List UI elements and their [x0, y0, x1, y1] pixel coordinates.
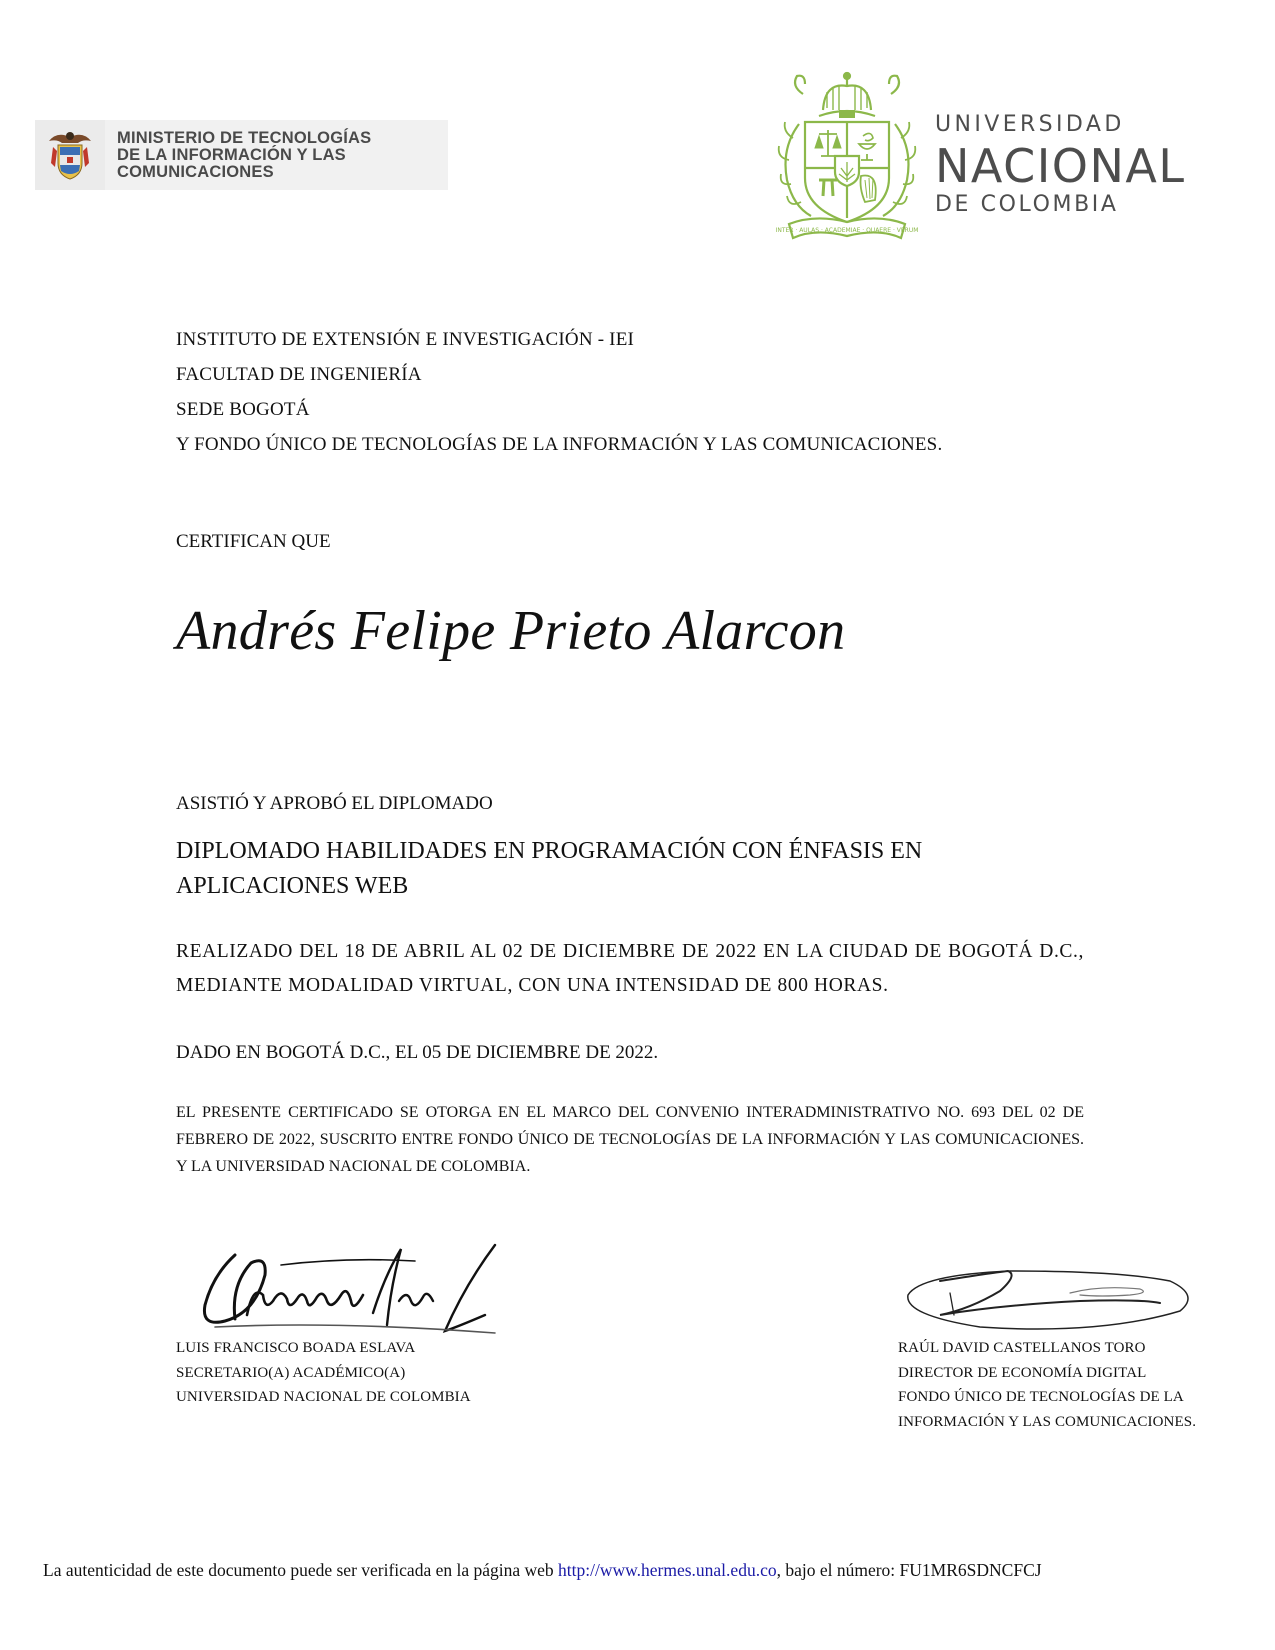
signatory-1 — [176, 1336, 471, 1410]
unal-wordmark-line-3: DE COLOMBIA — [935, 192, 1119, 217]
asistio-label: ASISTIÓ Y APROBÓ EL DIPLOMADO — [176, 793, 493, 814]
mintic-line-2: DE LA INFORMACIÓN Y LAS — [117, 145, 346, 164]
signatory-2 — [898, 1336, 1196, 1434]
institution-line: SEDE BOGOTÁ — [176, 399, 310, 420]
signatory-2-org-line-2: INFORMACIÓN Y LAS COMUNICACIONES. — [898, 1413, 1197, 1430]
issue-date: DADO EN BOGOTÁ D.C., EL 05 DE DICIEMBRE DE 2022. — [176, 1042, 659, 1063]
issuing-institutions — [176, 322, 1086, 462]
signature-1-image — [195, 1235, 525, 1345]
unal-wordmark-line-2: NACIONAL — [935, 139, 1186, 193]
mintic-line-1: MINISTERIO DE TECNOLOGÍAS — [117, 128, 372, 147]
signatory-2-title: DIRECTOR DE ECONOMÍA DIGITAL — [898, 1364, 1147, 1381]
certifican-label: CERTIFICAN QUE — [176, 531, 331, 552]
footer-prefix: La autenticidad de este documento puede ser verificada en la página web — [43, 1560, 559, 1580]
verification-code: FU1MR6SDNCFCJ — [899, 1560, 1042, 1580]
institution-line: Y FONDO ÚNICO DE TECNOLOGÍAS DE LA INFORMACIÓN Y LAS COMUNICACIONES. — [176, 434, 943, 455]
unal-wordmark-line-1: UNIVERSIDAD — [935, 112, 1125, 137]
mintic-line-3: COMUNICACIONES — [117, 162, 274, 181]
signature-2-image — [900, 1235, 1200, 1335]
unal-wordmark — [935, 112, 1185, 218]
signatory-1-org: UNIVERSIDAD NACIONAL DE COLOMBIA — [176, 1389, 471, 1405]
signatory-2-org-line-1: FONDO ÚNICO DE TECNOLOGÍAS DE LA — [898, 1389, 1184, 1405]
colombia-coat-of-arms-icon — [35, 120, 105, 190]
program-title: DIPLOMADO HABILIDADES EN PROGRAMACIÓN CON ÉNFASIS EN APLICACIONES WEB — [176, 838, 923, 899]
signatory-1-name: LUIS FRANCISCO BOADA ESLAVA — [176, 1340, 416, 1356]
signatory-1-title: SECRETARIO(A) ACADÉMICO(A) — [176, 1364, 406, 1381]
program-details: REALIZADO DEL 18 DE ABRIL AL 02 DE DICIEMBRE DE 2022 EN LA CIUDAD DE BOGOTÁ D.C., MEDIANTE MODALIDAD VIRTUAL, CON UNA INTENSIDAD DE 800 HORAS. — [176, 941, 1084, 996]
verification-footer — [43, 1558, 1042, 1582]
institution-line: INSTITUTO DE EXTENSIÓN E INVESTIGACIÓN - IEI — [176, 329, 635, 350]
signatory-2-name: RAÚL DAVID CASTELLANOS TORO — [898, 1340, 1146, 1356]
recipient-name: Andrés Felipe Prieto Alarcon — [176, 600, 846, 662]
institution-line: FACULTAD DE INGENIERÍA — [176, 364, 422, 385]
mintic-name — [117, 130, 371, 181]
mintic-logo-block — [35, 120, 448, 190]
unal-crest-icon — [775, 68, 920, 246]
footer-middle: , bajo el número: — [776, 1560, 900, 1580]
svg-text:INTER · AULAS · ACADEMIAE · QU: INTER · AULAS · ACADEMIAE · QUAERE · VERUM — [775, 227, 919, 234]
verification-link[interactable]: http://www.hermes.unal.edu.co — [558, 1560, 777, 1580]
agreement-note: EL PRESENTE CERTIFICADO SE OTORGA EN EL MARCO DEL CONVENIO INTERADMINISTRATIVO NO. 693 DEL 02 DE FEBRERO DE 2022, SUSCRITO ENTRE FONDO ÚNICO DE TECNOLOGÍAS DE LA INFORMACIÓN Y LAS COMUNICACIONES. Y LA UNIVERSIDAD NACIONAL DE COLOMBIA. — [176, 1104, 1084, 1175]
